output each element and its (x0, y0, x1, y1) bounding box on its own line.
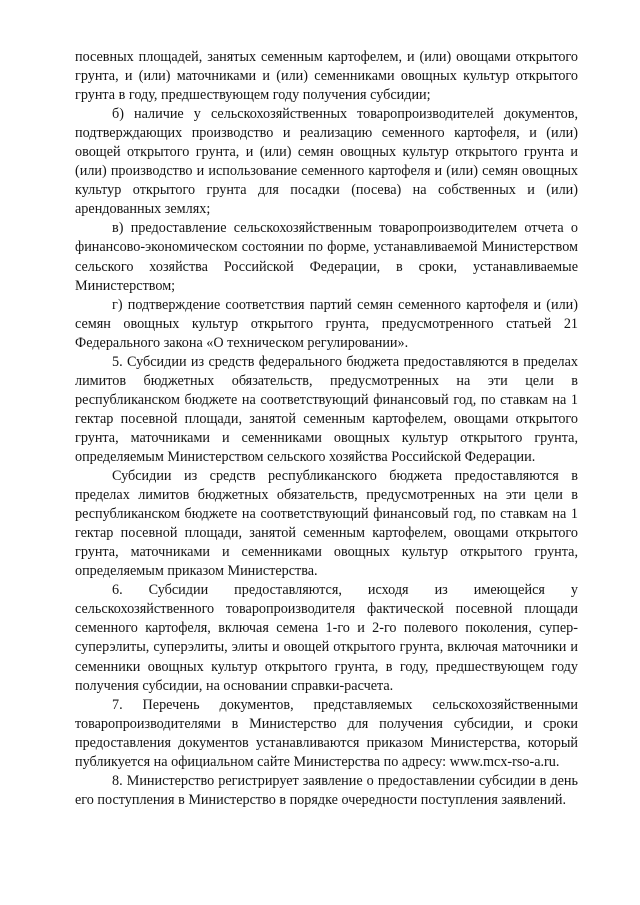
paragraph-item-7: 7. Перечень документов, представляемых сельскохозяйственными товаропроизводителями в Министерство для получения субсидии, и сроки предоставления документов устанавливаются приказом Министерства, который публикуется на официальном сайте Министерства по адресу: www.mcx-rso-a.ru. (75, 696, 578, 770)
paragraph-item-v: в) предоставление сельскохозяйственным товаропроизводителем отчета о финансово-экономическом состоянии по форме, устанавливаемой Министерством сельского хозяйства Российской Федерации, в сроки, устанавливаемые Министерством; (75, 220, 578, 294)
paragraph-item-6: 6. Субсидии предоставляются, исходя из имеющейся у сельскохозяйственного товаропроизводителя фактической посевной площади семенного картофеля, включая семена 1-го и 2-го полевого поколения, супер-суперэлиты, суперэлиты, элиты и овощей открытого грунта, включая маточники и семенники овощных культур открытого грунта, в году, предшествующем году получения субсидии, на основании справки-расчета. (75, 582, 578, 694)
paragraph-item-5-republican: Субсидии из средств республиканского бюджета предоставляются в пределах лимитов бюджетных обязательств, предусмотренных на эти цели в республиканском бюджете на соответствующий финансовый год, по ставкам на 1 гектар посевной площади, занятой семенным картофелем, овощами открытого грунта, маточниками и семенниками овощных культур открытого грунта, определяемым приказом Министерства. (75, 468, 578, 580)
paragraph-item-g: г) подтверждение соответствия партий семян семенного картофеля и (или) семян овощных культур открытого грунта, предусмотренного статьей 21 Федерального закона «О техническом регулировании». (75, 296, 578, 351)
paragraph-item-b: б) наличие у сельскохозяйственных товаропроизводителей документов, подтверждающих производство и реализацию семенного картофеля, и (или) овощей открытого грунта, и (или) семян овощных культур открытого грунта и (или) производство и использование семенного картофеля и (или) семян овощных культур открытого грунта для посадки (посева) на собственных и (или) арендованных землях; (75, 106, 578, 218)
paragraph-continuation: посевных площадей, занятых семенным картофелем, и (или) овощами открытого грунта, и (или) маточниками и (или) семенниками овощных культур открытого грунта в году, предшествующем году получения субсидии; (75, 49, 578, 104)
paragraph-item-5: 5. Субсидии из средств федерального бюджета предоставляются в пределах лимитов бюджетных обязательств, предусмотренных на эти цели в республиканском бюджете на соответствующий финансовый год, по ставкам на 1 гектар посевной площади, занятой семенным картофелем, овощами открытого грунта, маточниками и семенниками овощных культур открытого грунта, определяемым Министерством сельского хозяйства Российской Федерации. (75, 353, 578, 465)
paragraph-item-8: 8. Министерство регистрирует заявление о предоставлении субсидии в день его поступления в Министерство в порядке очередности поступления заявлений. (75, 772, 578, 808)
